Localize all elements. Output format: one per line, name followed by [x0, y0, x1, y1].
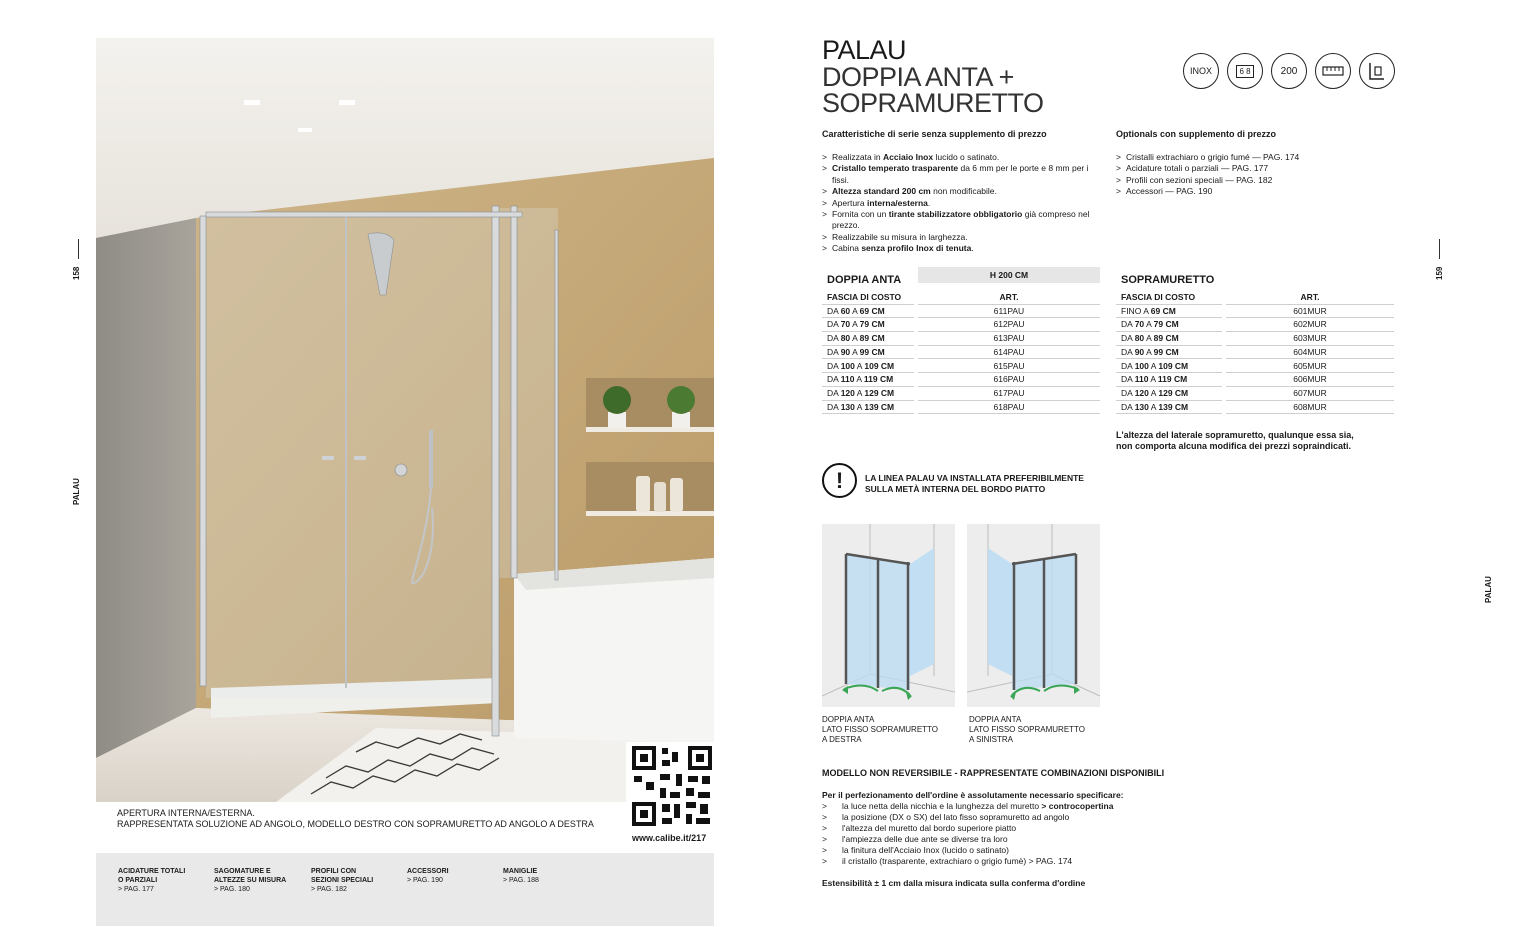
range-text: A: [1148, 387, 1159, 398]
sopramuretto-table-title: SOPRAMURETTO: [1121, 274, 1215, 286]
glass-thickness-icon: [1227, 53, 1263, 89]
footer-link-title: PROFILI CON: [311, 868, 357, 875]
diagram-right-fixed: [822, 524, 955, 707]
range-text: A: [1144, 319, 1154, 330]
range-text: DA: [827, 346, 841, 357]
list-item-text: Apertura: [832, 197, 867, 208]
list-item: [822, 232, 1102, 243]
cost-range-cell: [1116, 373, 1222, 387]
list-item: [822, 209, 1102, 232]
article-code-cell: 616PAU: [918, 373, 1100, 387]
range-value: 99 CM: [1153, 346, 1179, 357]
list-item-text: Fornita con un: [832, 209, 889, 220]
list-item-text: Realizzabile su misura in larghezza.: [832, 231, 968, 242]
range-value: 110: [840, 374, 855, 385]
range-text: DA: [1121, 346, 1135, 357]
range-text: DA: [1121, 401, 1135, 412]
list-item-text: già compreso nel prezzo.: [832, 209, 1090, 231]
order-heading: Per il perfezionamento dell'ordine è assolutamente necessario specificare:: [822, 790, 1124, 800]
list-item: > Accessori — PAG. 190: [1116, 186, 1396, 197]
tolerance-note: Estensibilità ± 1 cm dalla misura indicata sulla conferma d'ordine: [822, 878, 1086, 888]
diagram-caption: [969, 715, 1085, 745]
list-item: [822, 812, 1113, 823]
list-item: [822, 163, 1102, 186]
list-item-text: la posizione (DX o SX) del lato fisso sopramuretto ad angolo: [842, 812, 1070, 822]
article-code-cell: 608MUR: [1226, 401, 1394, 415]
warning-line: SULLA METÀ INTERNA DEL BORDO PIATTO: [865, 484, 1046, 494]
range-text: A: [850, 319, 860, 330]
range-text: A: [854, 360, 865, 371]
range-value: 90: [840, 346, 851, 357]
qr-code-icon: [632, 746, 722, 836]
range-value: 79 CM: [859, 319, 885, 330]
cost-range-cell: [1116, 305, 1222, 319]
table-header-cell: FASCIA DI COSTO: [1116, 291, 1222, 305]
range-text: A: [850, 305, 860, 316]
cost-range-cell: [1116, 332, 1222, 346]
range-text: DA: [827, 360, 841, 371]
installation-icon: [1359, 53, 1395, 89]
range-value: 129 CM: [1158, 387, 1189, 398]
list-item-bold: interna/esterna: [866, 197, 928, 208]
footer-link-title: MANIGLIE: [503, 868, 538, 875]
article-code-cell: 605MUR: [1226, 360, 1394, 374]
photo-caption: [117, 808, 594, 830]
range-value: 70: [840, 319, 851, 330]
article-code-cell: 606MUR: [1226, 373, 1394, 387]
range-value: 80: [840, 333, 851, 344]
range-value: 90: [1134, 346, 1145, 357]
footer-link-title: O PARZIALI: [118, 877, 158, 884]
footer-link-accessori[interactable]: [407, 867, 449, 885]
caption-line: RAPPRESENTATA SOLUZIONE AD ANGOLO, MODELLO DESTRO CON SOPRAMURETTO AD ANGOLO A DESTRA: [117, 819, 594, 829]
product-subtitle-line: DOPPIA ANTA +: [822, 62, 1014, 92]
range-text: FINO A: [1121, 305, 1151, 316]
range-value: 89 CM: [1153, 333, 1179, 344]
shower-left-diagram-icon: [967, 524, 1100, 707]
cost-range-cell: [822, 387, 914, 401]
inox-icon: INOX: [1183, 53, 1219, 89]
custom-size-icon: [1315, 53, 1351, 89]
footer-link-title: ALTEZZE SU MISURA: [214, 877, 287, 884]
footer-link-sagomature[interactable]: [214, 867, 286, 894]
table-header-cell: ART.: [918, 291, 1100, 305]
range-text: A: [854, 401, 865, 412]
cost-range-cell: [822, 373, 914, 387]
caption-line: LATO FISSO SOPRAMURETTO: [969, 725, 1086, 734]
footer-link-title: ACIDATURE TOTALI: [118, 868, 186, 875]
cost-range-cell: [822, 318, 914, 332]
caption-line: DOPPIA ANTA: [969, 715, 1022, 724]
standard-features-list: [822, 152, 1102, 255]
footer-link-page: > PAG. 182: [311, 886, 347, 893]
range-text: A: [1144, 333, 1154, 344]
diagram-caption: [822, 715, 938, 745]
cost-range-cell: [822, 305, 914, 319]
range-text: DA: [827, 374, 841, 385]
range-value: 69 CM: [859, 305, 885, 316]
range-text: DA: [827, 401, 841, 412]
list-item: [822, 801, 1113, 812]
range-value: 119 CM: [863, 374, 894, 385]
list-item-text: Realizzata in: [832, 152, 884, 162]
cost-range-cell: [822, 346, 914, 360]
article-code-cell: 602MUR: [1226, 318, 1394, 332]
article-code-cell: 615PAU: [918, 360, 1100, 374]
cost-range-cell: [822, 360, 914, 374]
range-text: DA: [1121, 374, 1135, 385]
article-code-cell: 613PAU: [918, 332, 1100, 346]
range-value: 139 CM: [1158, 401, 1189, 412]
range-value: 69 CM: [1150, 305, 1176, 316]
cost-range-cell: [1116, 318, 1222, 332]
footer-link-acidature[interactable]: [118, 867, 185, 894]
cost-range-cell: [822, 401, 914, 415]
caption-line: A DESTRA: [822, 735, 862, 744]
height-header: H 200 CM: [918, 267, 1100, 283]
list-item-text: .: [971, 243, 974, 254]
list-item-text: l'ampiezza delle due ante se diverse tra loro: [842, 834, 1008, 844]
cost-range-cell: [822, 332, 914, 346]
range-value: 130: [1134, 401, 1149, 412]
range-text: A: [1148, 374, 1158, 385]
list-item-bold: Cristallo temperato trasparente: [832, 163, 959, 174]
list-item: [822, 845, 1113, 856]
range-text: DA: [827, 305, 841, 316]
range-text: A: [850, 346, 860, 357]
range-text: DA: [1121, 360, 1135, 371]
caption-line: LATO FISSO SOPRAMURETTO: [822, 725, 939, 734]
product-photo: [96, 38, 714, 802]
article-code-cell: 612PAU: [918, 318, 1100, 332]
range-text: DA: [1121, 319, 1135, 330]
range-value: 129 CM: [864, 387, 895, 398]
article-code-cell: 611PAU: [918, 305, 1100, 319]
range-value: 79 CM: [1153, 319, 1179, 330]
range-value: 110: [1134, 374, 1149, 385]
cost-range-cell: [1116, 360, 1222, 374]
list-item: > Profili con sezioni speciali — PAG. 182: [1116, 175, 1396, 186]
footer-link-title: ACCESSORI: [407, 868, 449, 875]
list-item: [822, 198, 1102, 209]
right-page-number: 159: [1435, 266, 1444, 280]
list-item-text: la finitura dell'Acciaio Inox (lucido o satinato): [842, 845, 1009, 855]
list-item-bold: Altezza standard 200 cm: [832, 186, 931, 197]
range-value: 119 CM: [1157, 374, 1188, 385]
option-links-bar: [96, 853, 714, 926]
range-text: DA: [827, 387, 841, 398]
optionals-list: [1116, 152, 1396, 198]
caption-line: A SINISTRA: [969, 735, 1014, 744]
article-code-cell: 617PAU: [918, 387, 1100, 401]
range-text: A: [1148, 401, 1159, 412]
range-value: 120: [1134, 387, 1149, 398]
doppia-anta-table-title: DOPPIA ANTA: [827, 274, 902, 286]
article-code-cell: 601MUR: [1226, 305, 1394, 319]
footer-link-title: SAGOMATURE E: [214, 868, 271, 875]
warning-icon: !: [822, 463, 857, 498]
left-page-number-rule: [78, 239, 79, 259]
list-item: > Acidature totali o parziali — PAG. 177: [1116, 163, 1396, 174]
footer-link-title: SEZIONI SPECIALI: [311, 877, 374, 884]
footer-link-page: > PAG. 180: [214, 886, 250, 893]
range-value: 109 CM: [1158, 360, 1189, 371]
article-code-cell: 614PAU: [918, 346, 1100, 360]
caption-line: APERTURA INTERNA/ESTERNA.: [117, 808, 255, 818]
list-item-text: l'altezza del muretto dal bordo superiore piatto: [842, 823, 1017, 833]
qr-url[interactable]: www.calibe.it/217: [632, 833, 707, 843]
range-text: A: [1144, 346, 1154, 357]
list-item: [822, 152, 1102, 163]
list-item-text: da 6 mm per le porte e 8 mm per i fissi.: [832, 163, 1089, 185]
footer-link-maniglie[interactable]: [503, 867, 539, 885]
footer-link-profili[interactable]: [311, 867, 373, 894]
footer-link-page: > PAG. 190: [407, 877, 443, 884]
height-200-icon: 200: [1271, 53, 1307, 89]
left-side-label: PALAU: [72, 478, 81, 505]
cost-range-cell: [1116, 346, 1222, 360]
list-item-bold: senza profilo Inox di tenuta: [861, 243, 972, 254]
list-item-text: la luce netta della nicchia e la lunghezza del muretto: [842, 801, 1042, 811]
list-item-text: lucido o satinato.: [933, 152, 1000, 162]
list-item-bold: tirante stabilizzatore obbligatorio: [888, 209, 1023, 220]
range-text: DA: [827, 319, 841, 330]
shower-right-diagram-icon: [822, 524, 955, 707]
cost-range-cell: [1116, 401, 1222, 415]
product-title: PALAU: [822, 35, 907, 65]
list-item: [822, 834, 1113, 845]
sopramuretto-note: [1116, 430, 1354, 452]
list-item: > Cristalli extrachiaro o grigio fumé — PAG. 174: [1116, 152, 1396, 163]
warning-text: [865, 473, 1084, 495]
list-item-text: .: [927, 197, 931, 208]
list-item: [822, 243, 1102, 254]
range-value: 100: [1134, 360, 1149, 371]
range-text: A: [854, 387, 865, 398]
standard-features-heading: Caratteristiche di serie senza supplemento di prezzo: [822, 129, 1047, 139]
caption-line: DOPPIA ANTA: [822, 715, 875, 724]
range-value: 70: [1134, 319, 1145, 330]
product-title-block: [822, 36, 1044, 116]
range-text: A: [854, 374, 864, 385]
list-item-text: il cristallo (trasparente, extrachiaro o grigio fumè) > PAG. 174: [842, 856, 1073, 866]
range-text: A: [1148, 360, 1159, 371]
table-header-cell: ART.: [1226, 291, 1394, 305]
footer-link-page: > PAG. 177: [118, 886, 154, 893]
range-text: DA: [1121, 387, 1135, 398]
cost-range-cell: [1116, 387, 1222, 401]
optionals-heading: Optionals con supplemento di prezzo: [1116, 129, 1277, 139]
glass-thickness-label: 6 8: [1236, 65, 1253, 78]
feature-icons: [1183, 53, 1395, 89]
list-item-text: non modificabile.: [930, 186, 997, 197]
left-page-number: 158: [72, 266, 81, 280]
table-header-cell: FASCIA DI COSTO: [822, 291, 914, 305]
model-note: MODELLO NON REVERSIBILE - RAPPRESENTATE COMBINAZIONI DISPONIBILI: [822, 768, 1165, 778]
list-item: [822, 856, 1113, 867]
list-item-bold: Acciaio Inox: [883, 152, 934, 162]
range-text: A: [850, 333, 860, 344]
list-item: [822, 823, 1113, 834]
article-code-cell: 618PAU: [918, 401, 1100, 415]
range-value: 80: [1134, 333, 1145, 344]
right-side-label: PALAU: [1484, 576, 1493, 603]
note-line: L'altezza del laterale sopramuretto, qualunque essa sia,: [1116, 430, 1354, 440]
article-code-cell: 607MUR: [1226, 387, 1394, 401]
article-code-cell: 603MUR: [1226, 332, 1394, 346]
range-value: 120: [840, 387, 855, 398]
footer-link-page: > PAG. 188: [503, 877, 539, 884]
order-requirements-list: [822, 801, 1113, 867]
range-value: 100: [840, 360, 855, 371]
range-value: 60: [840, 305, 851, 316]
range-text: DA: [1121, 333, 1135, 344]
range-value: 89 CM: [859, 333, 885, 344]
diagram-left-fixed: [967, 524, 1100, 707]
range-value: 109 CM: [864, 360, 895, 371]
range-value: 130: [840, 401, 855, 412]
right-page-number-rule: [1439, 239, 1440, 259]
list-item-text: Cabina: [832, 243, 862, 254]
note-line: non comporta alcuna modifica dei prezzi sopraindicati.: [1116, 441, 1352, 451]
article-code-cell: 604MUR: [1226, 346, 1394, 360]
warning-line: LA LINEA PALAU VA INSTALLATA PREFERIBILMENTE: [865, 473, 1084, 483]
product-subtitle-line: SOPRAMURETTO: [822, 88, 1044, 118]
range-text: DA: [827, 333, 841, 344]
list-item-bold: > controcopertina: [1041, 801, 1114, 811]
range-value: 139 CM: [864, 401, 895, 412]
list-item: [822, 186, 1102, 197]
range-value: 99 CM: [859, 346, 885, 357]
